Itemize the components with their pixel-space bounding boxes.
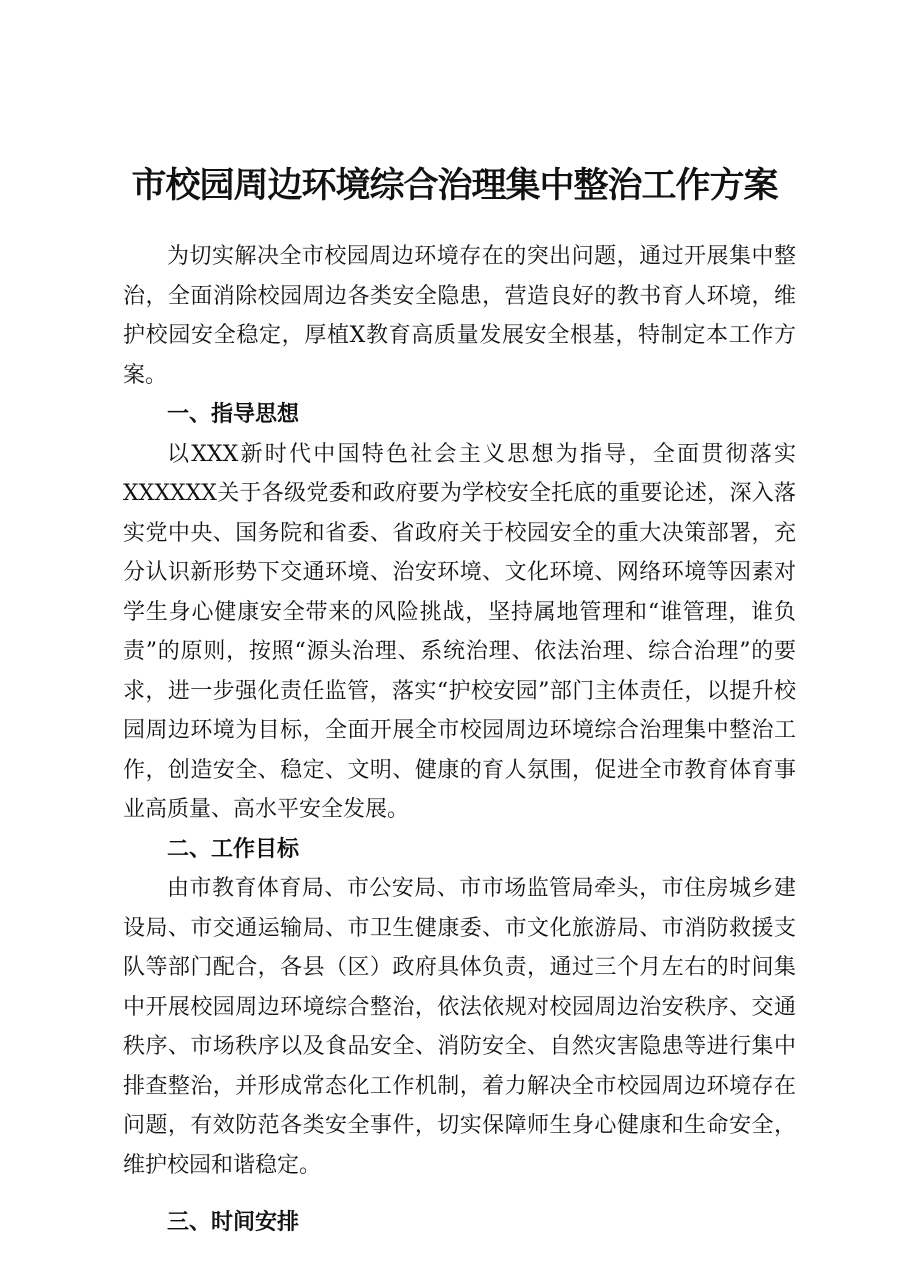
section-heading-guiding-ideology: 一、指导思想 [167, 402, 300, 427]
document-body [123, 237, 796, 1243]
document-title: 市校园周边环境综合治理集中整治工作方案 [131, 166, 778, 206]
intro-paragraph: 为切实解决全市校园周边环境存在的突出问题，通过开展集中整治，全面消除校园周边各类安全隐患，营造良好的教书育人环境，维护校园安全稳定，厚植X教育高质量发展安全根基，特制定本工作方案。 [123, 244, 796, 388]
section-heading-work-goals: 二、工作目标 [167, 836, 300, 862]
section-heading-schedule: 三、时间安排 [167, 1210, 300, 1235]
section-paragraph-guiding-ideology: 以XXX新时代中国特色社会主义思想为指导，全面贯彻落实XXXXXX关于各级党委和政府要为学校安全托底的重要论述，深入落实党中央、国务院和省委、省政府关于校园安全的重大决策部署，充分认识新形势下交通环境、治安环境、文化环境、网络环境等因素对学生身心健康安全带来的风险挑战，坚持属地管理和“谁管理，谁负责”的原则，按照“源头治理、系统治理、依法治理、综合治理”的要求，进一步强化责任监管，落实“护校安园”部门主体责任，以提升校园周边环境为目标，全面开展全市校园周边环境综合治理集中整治工作，创造安全、稳定、文明、健康的育人氛围，促进全市教育体育事业高质量、高水平安全发展。 [123, 441, 796, 822]
section-paragraph-work-goals: 由市教育体育局、市公安局、市市场监管局牵头，市住房城乡建设局、市交通运输局、市卫生健康委、市文化旅游局、市消防救援支队等部门配合，各县（区）政府具体负责，通过三个月左右的时间集中开展校园周边环境综合整治，依法依规对校园周边治安秩序、交通秩序、市场秩序以及食品安全、消防安全、自然灾害隐患等进行集中排查整治，并形成常态化工作机制，着力解决全市校园周边环境存在问题，有效防范各类安全事件，切实保障师生身心健康和生命安全，维护校园和谐稳定。 [123, 876, 796, 1178]
